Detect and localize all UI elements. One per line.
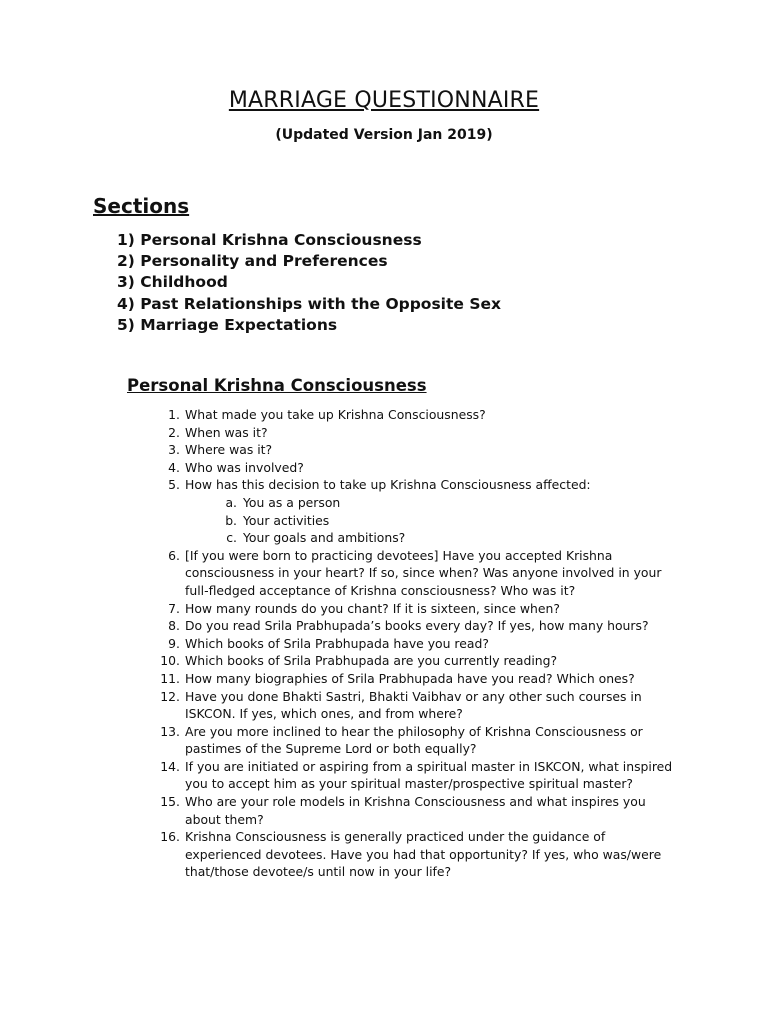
question-number: 11. bbox=[160, 670, 180, 686]
sub-question-item bbox=[0, 512, 768, 530]
question-text: If you are initiated or aspiring from a spiritual master in ISKCON, what inspired you to accept him as your spiritual master/prospective spiritual master? bbox=[185, 758, 673, 792]
question-number: 10. bbox=[160, 653, 180, 669]
question-item bbox=[0, 723, 768, 758]
question-item bbox=[0, 670, 768, 688]
question-text: Who was involved? bbox=[185, 459, 304, 475]
sub-question-text: You as a person bbox=[243, 494, 341, 510]
question-number: 6. bbox=[168, 547, 180, 563]
question-text: Krishna Consciousness is generally practiced under the guidance of experienced devotees. Have you had that opportunity? If yes, who was/were that/those devotee/s until now in your life? bbox=[185, 829, 662, 880]
question-number: 9. bbox=[168, 635, 180, 651]
question-text: Have you done Bhakti Sastri, Bhakti Vaibhav or any other such courses in ISKCON. If yes, which ones, and from where? bbox=[185, 688, 642, 722]
question-text: Do you read Srila Prabhupada’s books every day? If yes, how many hours? bbox=[185, 618, 649, 634]
question-item bbox=[0, 652, 768, 670]
section-item: 5) Marriage Expectations bbox=[117, 315, 338, 334]
part-heading-personal-kc: Personal Krishna Consciousness bbox=[127, 376, 427, 395]
question-item bbox=[0, 688, 768, 723]
section-item: 3) Childhood bbox=[117, 273, 228, 292]
question-item bbox=[0, 459, 768, 477]
question-text: [If you were born to practicing devotees] Have you accepted Krishna consciousness in your heart? If so, since when? Was anyone involved in your full-fledged acceptance of Krishna consciousness? Who was it? bbox=[185, 547, 662, 598]
question-list bbox=[0, 406, 768, 881]
section-item: 4) Past Relationships with the Opposite Sex bbox=[117, 294, 501, 313]
section-item: 2) Personality and Preferences bbox=[117, 252, 388, 271]
question-item bbox=[0, 600, 768, 618]
question-item bbox=[0, 635, 768, 653]
question-number: 1. bbox=[168, 407, 180, 422]
question-number: 5. bbox=[168, 477, 180, 493]
question-number: 7. bbox=[168, 600, 180, 616]
sections-heading: Sections bbox=[93, 194, 190, 218]
question-item bbox=[0, 406, 768, 424]
question-number: 15. bbox=[160, 794, 180, 810]
question-number: 3. bbox=[168, 442, 180, 458]
question-item bbox=[0, 793, 768, 828]
question-text: Are you more inclined to hear the philosophy of Krishna Consciousness or pastimes of the Supreme Lord or both equally? bbox=[185, 723, 643, 757]
sub-question-letter: a. bbox=[225, 494, 237, 510]
question-number: 14. bbox=[160, 758, 180, 774]
document-title: MARRIAGE QUESTIONNAIRE bbox=[228, 88, 540, 113]
sub-question-letter: b. bbox=[225, 512, 237, 528]
question-item bbox=[0, 476, 768, 494]
question-number: 12. bbox=[160, 688, 180, 704]
sub-question-letter: c. bbox=[226, 530, 237, 546]
question-number: 4. bbox=[168, 459, 180, 475]
sub-question-text: Your goals and ambitions? bbox=[243, 530, 406, 546]
question-number: 2. bbox=[168, 424, 180, 440]
question-text: How many rounds do you chant? If it is sixteen, since when? bbox=[185, 600, 560, 616]
question-text: When was it? bbox=[185, 424, 268, 440]
sub-question-text: Your activities bbox=[243, 512, 330, 528]
question-text: Where was it? bbox=[185, 442, 273, 458]
question-text: Which books of Srila Prabhupada are you currently reading? bbox=[185, 653, 558, 669]
question-text: What made you take up Krishna Consciousness? bbox=[185, 407, 486, 422]
question-number: 13. bbox=[160, 723, 180, 739]
sub-question-item bbox=[0, 529, 768, 547]
question-text: How many biographies of Srila Prabhupada have you read? Which ones? bbox=[185, 670, 635, 686]
question-item bbox=[0, 617, 768, 635]
section-item: 1) Personal Krishna Consciousness bbox=[117, 231, 422, 249]
question-item bbox=[0, 424, 768, 442]
question-item bbox=[0, 547, 768, 600]
question-text: Which books of Srila Prabhupada have you read? bbox=[185, 635, 489, 651]
question-number: 8. bbox=[168, 618, 180, 634]
question-item bbox=[0, 441, 768, 459]
question-item bbox=[0, 758, 768, 793]
question-item bbox=[0, 828, 768, 881]
sections-list bbox=[117, 230, 501, 336]
sub-question-item bbox=[0, 494, 768, 512]
question-number: 16. bbox=[160, 829, 180, 845]
question-text: Who are your role models in Krishna Consciousness and what inspires you about them? bbox=[185, 794, 646, 827]
question-text: How has this decision to take up Krishna Consciousness affected: bbox=[185, 477, 591, 493]
document-subtitle: (Updated Version Jan 2019) bbox=[275, 127, 493, 143]
